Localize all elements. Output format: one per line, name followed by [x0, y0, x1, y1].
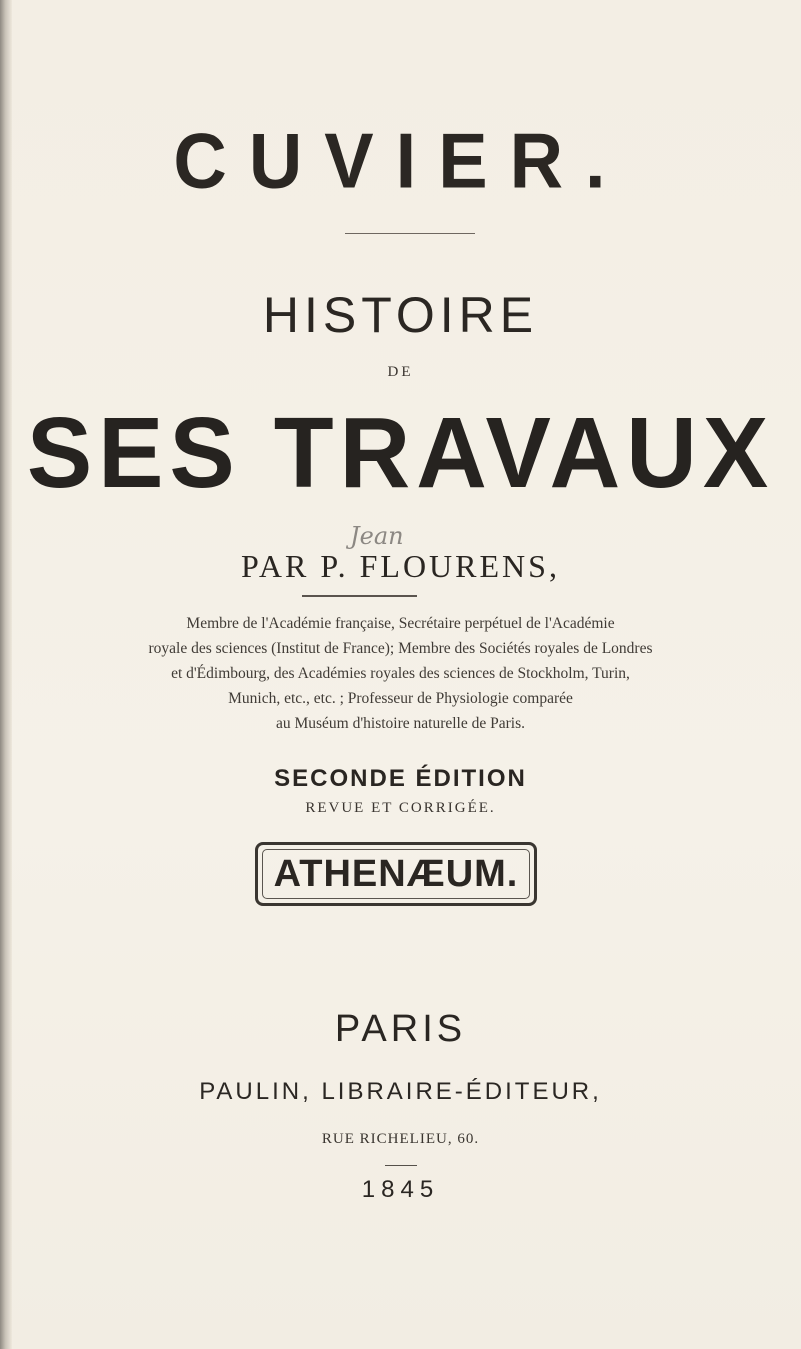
imprint-publisher: PAULIN, LIBRAIRE-ÉDITEUR,: [199, 1078, 602, 1105]
edition-label: SECONDE ÉDITION: [274, 765, 527, 792]
handwritten-annotation: Jean: [350, 522, 404, 550]
underline-rule: [302, 595, 417, 597]
description-line: Membre de l'Académie française, Secrétaire perpétuel de l'Académie: [186, 615, 615, 632]
description-line: au Muséum d'histoire naturelle de Paris.: [275, 715, 525, 732]
title-histoire: HISTOIRE: [262, 287, 539, 343]
small-rule: [385, 1165, 417, 1166]
library-stamp: [255, 842, 537, 906]
revision-note: REVUE ET CORRIGÉE.: [305, 800, 496, 816]
title-ses-travaux: SES TRAVAUX: [26, 397, 775, 509]
subject-name: CUVIER.: [173, 116, 628, 205]
imprint-address: RUE RICHELIEU, 60.: [321, 1131, 480, 1147]
author-description: [0, 611, 801, 736]
imprint-city: PARIS: [334, 1008, 467, 1050]
divider-rule: [345, 233, 475, 234]
title-de: DE: [387, 364, 414, 380]
publication-year: 1845: [361, 1176, 440, 1203]
description-line: royale des sciences (Institut de France); Membre des Sociétés royales de Londres: [148, 640, 653, 657]
author-line: PAR P. FLOURENS,: [241, 548, 560, 584]
stamp-text: ATHENÆUM.: [273, 852, 519, 895]
description-line: Munich, etc., etc. ; Professeur de Physiologie comparée: [228, 690, 573, 707]
description-line: et d'Édimbourg, des Académies royales des sciences de Stockholm, Turin,: [171, 665, 630, 682]
